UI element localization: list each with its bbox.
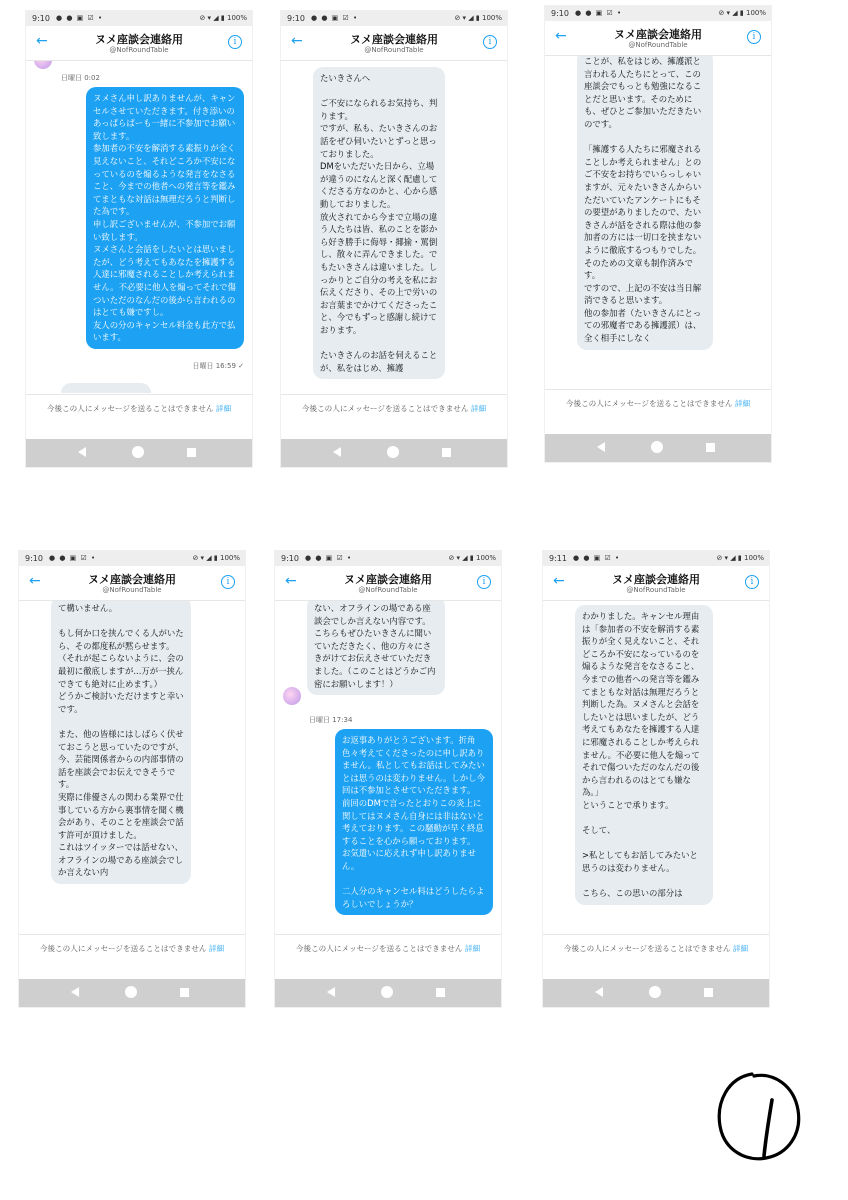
- battery-level: 100%: [475, 554, 496, 562]
- battery-level: 100%: [745, 9, 766, 17]
- status-bar: [281, 11, 507, 26]
- status-time: 9:10: [32, 14, 50, 23]
- nav-back-icon[interactable]: [71, 987, 79, 997]
- message-list[interactable]: [26, 61, 252, 393]
- notice-text: 今後この人にメッセージを送ることはできません: [46, 404, 214, 413]
- dm-disabled-notice: [275, 934, 501, 978]
- conversation-title: ヌメ座談会連絡用: [350, 33, 438, 46]
- nav-back-icon[interactable]: [78, 447, 86, 457]
- notification-icons: ● ● ▣ ☑ •: [305, 554, 353, 562]
- message-timestamp: 日曜日 16:59 ✓: [192, 362, 244, 370]
- notification-icons: ● ● ▣ ☑ •: [573, 554, 621, 562]
- conversation-handle: @NofRoundTable: [364, 46, 424, 54]
- conversation-handle: @NofRoundTable: [358, 586, 418, 594]
- notice-text: 今後この人にメッセージを送ることはできません: [565, 399, 733, 408]
- sent-message: お返事ありがとうございます。折角色々考えてくださったのに申し訳ありません。私としてもお話はしてみたいとは思うのは変わりません。しかし今回は不参加とさせていただきます。 前回のDMで言ったとおりこの炎上に関してはヌメさん自身には非はないと考えております。この騒動が早く終息することを心から願っております。 お気遣いに応えれず申し訳ありません。 二人分のキャンセル料はどうしたらよろしいでしょうか？: [335, 729, 493, 915]
- info-icon[interactable]: i: [477, 575, 491, 589]
- avatar: [34, 61, 52, 69]
- notice-text: 今後この人にメッセージを送ることはできません: [563, 944, 731, 953]
- back-arrow-icon[interactable]: ←: [29, 573, 41, 589]
- message-timestamp: 日曜日 0:02: [61, 74, 100, 82]
- conversation-header: [545, 21, 771, 56]
- conversation-title: ヌメ座談会連絡用: [88, 573, 176, 586]
- nav-home-icon[interactable]: [651, 441, 663, 453]
- status-right: ⊘ ▾ ◢ ▮ 100%: [192, 554, 240, 562]
- notice-text: 今後この人にメッセージを送ることはできません: [39, 944, 207, 953]
- details-link[interactable]: 詳細: [734, 399, 751, 408]
- message-list[interactable]: [543, 601, 769, 933]
- nav-home-icon[interactable]: [381, 986, 393, 998]
- status-time: 9:10: [287, 14, 305, 23]
- nav-recent-icon[interactable]: [704, 988, 713, 997]
- nav-recent-icon[interactable]: [180, 988, 189, 997]
- status-bar: [19, 551, 245, 566]
- notice-text: 今後この人にメッセージを送ることはできません: [301, 404, 469, 413]
- status-right: ⊘ ▾ ◢ ▮ 100%: [718, 9, 766, 17]
- dm-disabled-notice: [19, 934, 245, 978]
- status-time: 9:10: [551, 9, 569, 18]
- nav-back-icon[interactable]: [597, 442, 605, 452]
- back-arrow-icon[interactable]: ←: [36, 33, 48, 49]
- status-bar: [545, 6, 771, 21]
- nav-home-icon[interactable]: [387, 446, 399, 458]
- android-nav-bar: [275, 979, 501, 1007]
- received-message: て構いません。 もし何か口を挟んでくる人がいたら、その都度私が黙らせます。 （それが起こらないように、会の最初に徹底しますが...万が一挟んできても絶対に止めます。） どうかご検討いただけますと幸いです。 また、他の皆様にはしばらく伏せておこうと思っていたのですが、今、芸能関係者からの内部事情の話を座談会でお伝えできそうです。 実際に俳優さんの関わる業界で仕事している方から裏事情を聞く機会があり、そのことを座談会で話す許可が頂けました。 これはツイッターでは話せない、オフラインの場である座談会でしか言えない内: [51, 601, 191, 884]
- details-link[interactable]: 詳細: [732, 944, 749, 953]
- nav-home-icon[interactable]: [132, 446, 144, 458]
- status-right: ⊘ ▾ ◢ ▮ 100%: [454, 14, 502, 22]
- nav-recent-icon[interactable]: [436, 988, 445, 997]
- received-message: [61, 383, 151, 393]
- info-icon[interactable]: i: [747, 30, 761, 44]
- battery-level: 100%: [226, 14, 247, 22]
- message-list[interactable]: [545, 56, 771, 388]
- android-nav-bar: [543, 979, 769, 1007]
- nav-recent-icon[interactable]: [187, 448, 196, 457]
- screenshot-5: [274, 550, 502, 1008]
- android-nav-bar: [281, 439, 507, 467]
- dm-disabled-notice: [281, 394, 507, 438]
- back-arrow-icon[interactable]: ←: [555, 28, 567, 44]
- conversation-title: ヌメ座談会連絡用: [344, 573, 432, 586]
- conversation-header: [275, 566, 501, 601]
- received-message: たいきさんへ ご不安になられるお気持ち、判ります。 ですが、私も、たいきさんのお話をぜひ伺いたいとずっと思っておりました。 DMをいただいた日から、立場が違うのになんと深く配慮してくださる方なのかと、心から感動しておりました。 放火されてから今まで立場の違う人たちは皆、私のことを影から好き勝手に侮辱・揶揄・罵倒し、散々に弄んできました。でもたいきさんは違いました。しっかりとご自分の考えを私にお伝えくださり、その上で労いのお言葉までかけてくださったこと、今でもずっと感謝し続けております。 たいきさんのお話を伺えることが、私をはじめ、擁護: [313, 67, 445, 379]
- status-right: ⊘ ▾ ◢ ▮ 100%: [448, 554, 496, 562]
- details-link[interactable]: 詳細: [470, 404, 487, 413]
- dm-disabled-notice: [545, 389, 771, 433]
- received-message: ない、オフラインの場である座談会でしか言えない内容です。こちらもぜひたいきさんに聞いていただきたく、他の方々にさきがけてお伝えさせていただきました。（このことはどうかご内密にお願いします！）: [307, 601, 445, 695]
- screenshot-1: [25, 10, 253, 468]
- status-right: ⊘ ▾ ◢ ▮ 100%: [199, 14, 247, 22]
- details-link[interactable]: 詳細: [464, 944, 481, 953]
- status-right: ⊘ ▾ ◢ ▮ 100%: [716, 554, 764, 562]
- conversation-header: [543, 566, 769, 601]
- info-icon[interactable]: i: [483, 35, 497, 49]
- info-icon[interactable]: i: [745, 575, 759, 589]
- conversation-header: [19, 566, 245, 601]
- conversation-title: ヌメ座談会連絡用: [612, 573, 700, 586]
- conversation-handle: @NofRoundTable: [102, 586, 162, 594]
- status-time: 9:11: [549, 554, 567, 563]
- status-bar: [275, 551, 501, 566]
- screenshot-6: [542, 550, 770, 1008]
- details-link[interactable]: 詳細: [208, 944, 225, 953]
- received-message: わかりました。キャンセル理由は「参加者の不安を解消する素振りが全く見えないこと、それどころか不安になっているのを煽るような発言をなさること、今までの他者への発言等を鑑みてまともな対話は無理だろうと判断した為。ヌメさんと会話をしたいとは思いましたが、どう考えてもあなたを擁護する人達に邪魔されることしか考えられません。不必要に他人を煽ってそれで傷ついただのなんだの後から言われるのはとても嫌な為。」 ということで承ります。 そして、 >私としてもお話してみたいと思うのは変わりません。 こちら、この思いの部分は: [575, 605, 713, 905]
- battery-level: 100%: [481, 14, 502, 22]
- screenshot-2: [280, 10, 508, 468]
- status-bar: [26, 11, 252, 26]
- received-message: ことが、私をはじめ、擁護派と言われる人たちにとって、この座談会でもっとも勉強になることだと思います。そのためにも、ぜひとご参加いただきたいのです。 「擁護する人たちに邪魔されることしか考えられません」とのご不安をお持ちでいらっしゃいますが、元々たいきさんからいただいていたアンケートにもその要望がありましたので、たいきさんが話をされる際は他の参加者の方には一切口を挟まないように徹底するつもりでした。 そのための文章も制作済みです。 ですので、上記の不安は当日解消できると思います。 他の参加者（たいきさんにとっての邪魔者である擁護派）は、全く相手にしなく: [577, 56, 713, 350]
- conversation-title: ヌメ座談会連絡用: [614, 28, 702, 41]
- notification-icons: ● ● ▣ ☑ •: [575, 9, 623, 17]
- status-time: 9:10: [25, 554, 43, 563]
- avatar: [283, 687, 301, 705]
- conversation-handle: @NofRoundTable: [626, 586, 686, 594]
- back-arrow-icon[interactable]: ←: [285, 573, 297, 589]
- dm-disabled-notice: [543, 934, 769, 978]
- details-link[interactable]: 詳細: [215, 404, 232, 413]
- notification-icons: ● ● ▣ ☑ •: [311, 14, 359, 22]
- android-nav-bar: [26, 439, 252, 467]
- message-list[interactable]: [281, 61, 507, 393]
- notice-text: 今後この人にメッセージを送ることはできません: [295, 944, 463, 953]
- info-icon[interactable]: i: [221, 575, 235, 589]
- nav-back-icon[interactable]: [327, 987, 335, 997]
- back-arrow-icon[interactable]: ←: [553, 573, 565, 589]
- battery-level: 100%: [743, 554, 764, 562]
- handwritten-page-number: [714, 1068, 804, 1168]
- sent-message: ヌメさん申し訳ありませんが、キャンセルさせていただきます。付き添いのあっぱらぱーも一緒に不参加でお願い致します。 参加者の不安を解消する素振りが全く見えないこと、それどころか不安になっているのを煽るような発言をなさること、今までの他者への発言等を鑑みてまともな対話は無理だろうと判断した為です。 申し訳ございませんが、不参加でお願い致します。 ヌメさんと会話をしたいとは思いましたが、どう考えてもあなたを擁護する人達に邪魔されることしか考えられません。不必要に他人を煽ってそれで傷ついただのなんだの後から言われるのはとても嫌ですし。 友人の分のキャンセル料金も此方で払います。: [86, 87, 244, 349]
- nav-home-icon[interactable]: [649, 986, 661, 998]
- dm-disabled-notice: [26, 394, 252, 438]
- nav-home-icon[interactable]: [125, 986, 137, 998]
- message-list[interactable]: [275, 601, 501, 933]
- screenshot-3: [544, 5, 772, 463]
- screenshot-4: [18, 550, 246, 1008]
- status-time: 9:10: [281, 554, 299, 563]
- conversation-header: [281, 26, 507, 61]
- conversation-handle: @NofRoundTable: [628, 41, 688, 49]
- status-bar: [543, 551, 769, 566]
- notification-icons: ● ● ▣ ☑ •: [49, 554, 97, 562]
- message-timestamp: 日曜日 17:34: [309, 716, 353, 724]
- notification-icons: ● ● ▣ ☑ •: [56, 14, 104, 22]
- android-nav-bar: [19, 979, 245, 1007]
- message-list[interactable]: [19, 601, 245, 933]
- nav-recent-icon[interactable]: [442, 448, 451, 457]
- info-icon[interactable]: i: [228, 35, 242, 49]
- conversation-handle: @NofRoundTable: [109, 46, 169, 54]
- nav-back-icon[interactable]: [333, 447, 341, 457]
- android-nav-bar: [545, 434, 771, 462]
- conversation-title: ヌメ座談会連絡用: [95, 33, 183, 46]
- back-arrow-icon[interactable]: ←: [291, 33, 303, 49]
- conversation-header: [26, 26, 252, 61]
- battery-level: 100%: [219, 554, 240, 562]
- nav-back-icon[interactable]: [595, 987, 603, 997]
- nav-recent-icon[interactable]: [706, 443, 715, 452]
